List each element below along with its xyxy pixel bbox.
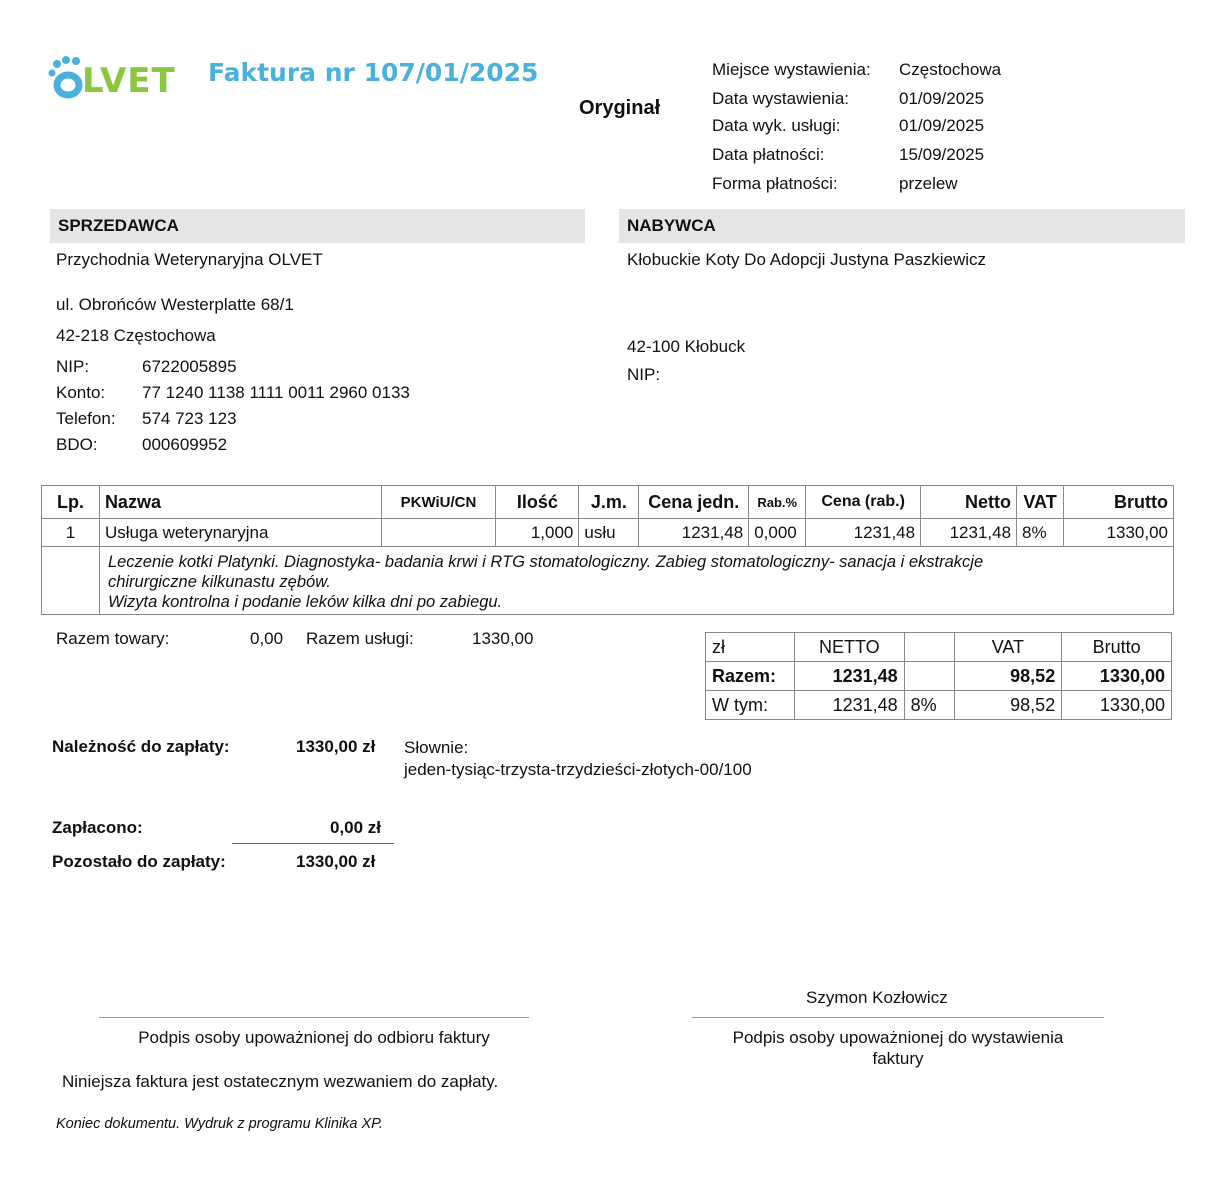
buyer-city: 42-100 Kłobuck xyxy=(627,337,746,356)
meta-label: Data wyk. usługi: xyxy=(712,116,841,135)
col-header-pkwiu: PKWiU/CN xyxy=(381,486,496,519)
seller-city: 42-218 Częstochowa xyxy=(56,326,216,345)
seller-nip: 6722005895 xyxy=(142,357,237,376)
description-line: Leczenie kotki Platynki. Diagnostyka- badania krwi i RTG stomatologiczny. Zabieg stomatologiczny- sanacja i ekstrakcje xyxy=(107,553,984,571)
buyer-heading: NABYWCA xyxy=(619,209,1185,243)
meta-value: 01/09/2025 xyxy=(899,116,985,135)
col-header-lp: Lp. xyxy=(42,486,100,519)
amount-words-value: jeden-tysiąc-trzysta-trzydzieści-złotych-00/100 xyxy=(404,760,752,779)
seller-name: Przychodnia Weterynaryjna OLVET xyxy=(56,250,323,269)
amount-words-label: Słownie: xyxy=(404,738,469,757)
summary-empty xyxy=(904,633,954,662)
table-row xyxy=(42,519,1174,547)
services-total-label: Razem usługi: xyxy=(306,629,414,648)
cell-gross: 1330,00 xyxy=(1064,519,1174,547)
meta-value: Częstochowa xyxy=(899,60,1002,79)
description-line: chirurgiczne kilkunastu zębów. xyxy=(107,573,331,591)
table-header-row xyxy=(42,486,1174,519)
goods-total-value: 0,00 xyxy=(250,629,284,648)
summary-total-label: Razem: xyxy=(706,662,795,691)
logo-wordmark: LVET xyxy=(82,61,176,101)
buyer-nip-label: NIP: xyxy=(627,365,661,384)
col-header-price: Cena jedn. xyxy=(639,486,749,519)
seller-street: ul. Obrońców Westerplatte 68/1 xyxy=(56,295,294,314)
olvet-logo xyxy=(48,56,183,108)
item-description xyxy=(99,547,1173,615)
cell-qty: 1,000 xyxy=(496,519,579,547)
seller-bdo-label: BDO: xyxy=(56,435,98,454)
summary-currency: zł xyxy=(706,633,795,662)
seller-account: 77 1240 1138 1111 0011 2960 0133 xyxy=(142,383,410,402)
summary-total-vat: 98,52 xyxy=(954,662,1062,691)
cell-vat: 8% xyxy=(1017,519,1064,547)
col-header-name: Nazwa xyxy=(99,486,381,519)
document-end-note: Koniec dokumentu. Wydruk z programu Klinika XP. xyxy=(56,1116,383,1132)
meta-value: 15/09/2025 xyxy=(899,145,985,164)
col-header-vat: VAT xyxy=(1017,486,1064,519)
meta-value: przelew xyxy=(899,174,958,193)
goods-total-label: Razem towary: xyxy=(56,629,170,648)
paid-underline xyxy=(232,843,394,844)
cell-price-discounted: 1231,48 xyxy=(806,519,921,547)
final-notice: Niniejsza faktura jest ostatecznym wezwaniem do zapłaty. xyxy=(62,1072,499,1091)
summary-breakdown-gross: 1330,00 xyxy=(1062,691,1172,720)
receiver-signature-line xyxy=(99,1017,529,1018)
remaining-label: Pozostało do zapłaty: xyxy=(52,852,226,871)
meta-label: Data płatności: xyxy=(712,145,825,164)
summary-breakdown-vat: 98,52 xyxy=(954,691,1062,720)
summary-vat-header: VAT xyxy=(954,633,1062,662)
col-header-discount: Rab.% xyxy=(749,486,806,519)
cell-discount: 0,000 xyxy=(749,519,806,547)
seller-account-label: Konto: xyxy=(56,383,106,402)
meta-label: Forma płatności: xyxy=(712,174,838,193)
items-table xyxy=(41,485,1174,615)
services-total-value: 1330,00 xyxy=(472,629,534,648)
summary-breakdown-net: 1231,48 xyxy=(794,691,904,720)
summary-breakdown-row xyxy=(706,691,1172,720)
summary-gross-header: Brutto xyxy=(1062,633,1172,662)
col-header-gross: Brutto xyxy=(1064,486,1174,519)
issuer-name: Szymon Kozłowicz xyxy=(806,988,948,1007)
cell-unit: usłu xyxy=(579,519,639,547)
remaining-value: 1330,00 zł xyxy=(296,852,376,871)
paid-label: Zapłacono: xyxy=(52,818,143,837)
issuer-signature-line xyxy=(692,1017,1104,1018)
seller-nip-label: NIP: xyxy=(56,357,90,376)
seller-phone: 574 723 123 xyxy=(142,409,237,428)
copy-label: Oryginał xyxy=(579,97,661,119)
summary-breakdown-rate: 8% xyxy=(904,691,954,720)
meta-label: Data wystawienia: xyxy=(712,89,850,108)
seller-heading: SPRZEDAWCA xyxy=(50,209,585,243)
vat-summary-table xyxy=(705,632,1172,720)
buyer-name: Kłobuckie Koty Do Adopcji Justyna Paszkiewicz xyxy=(627,250,987,269)
description-row xyxy=(42,547,1174,615)
cell-name: Usługa weterynaryjna xyxy=(99,519,381,547)
col-header-net: Netto xyxy=(921,486,1017,519)
summary-total-gross: 1330,00 xyxy=(1062,662,1172,691)
receiver-signature-caption: Podpis osoby upoważnionej do odbioru faktury xyxy=(138,1028,490,1047)
paid-value: 0,00 zł xyxy=(330,818,382,837)
invoice-title: Faktura nr 107/01/2025 xyxy=(208,58,539,87)
cell-price: 1231,48 xyxy=(639,519,749,547)
summary-header-row xyxy=(706,633,1172,662)
cell-pkwiu xyxy=(381,519,496,547)
seller-bdo: 000609952 xyxy=(142,435,228,454)
summary-net-header: NETTO xyxy=(794,633,904,662)
col-header-price-discounted: Cena (rab.) xyxy=(806,486,921,519)
summary-total-row xyxy=(706,662,1172,691)
seller-phone-label: Telefon: xyxy=(56,409,116,428)
issuer-signature-caption-line2: faktury xyxy=(872,1049,924,1068)
summary-breakdown-label: W tym: xyxy=(706,691,795,720)
description-spacer xyxy=(42,547,100,615)
meta-label: Miejsce wystawienia: xyxy=(712,60,871,79)
col-header-qty: Ilość xyxy=(496,486,579,519)
meta-value: 01/09/2025 xyxy=(899,89,985,108)
description-line: Wizyta kontrolna i podanie leków kilka dni po zabiegu. xyxy=(107,593,503,611)
amount-due-value: 1330,00 zł xyxy=(296,737,376,756)
cell-net: 1231,48 xyxy=(921,519,1017,547)
summary-total-net: 1231,48 xyxy=(794,662,904,691)
amount-due-label: Należność do zapłaty: xyxy=(52,737,230,756)
col-header-unit: J.m. xyxy=(579,486,639,519)
summary-empty xyxy=(904,662,954,691)
issuer-signature-caption: Podpis osoby upoważnionej do wystawienia xyxy=(732,1028,1064,1047)
cell-lp: 1 xyxy=(42,519,100,547)
